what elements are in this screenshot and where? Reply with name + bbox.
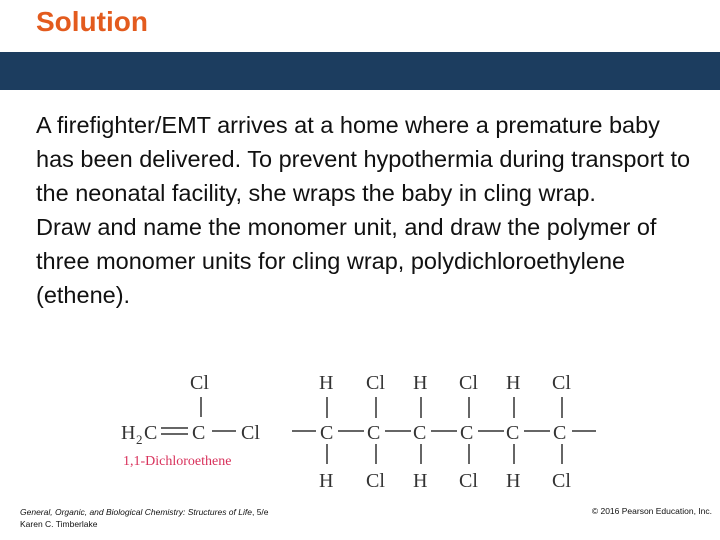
- monomer-right-cl: Cl: [241, 422, 260, 444]
- polymer-top-5: H: [506, 372, 521, 394]
- monomer-name: 1,1-Dichloroethene: [123, 454, 232, 469]
- monomer-top-cl: Cl: [190, 372, 209, 394]
- polymer-top-1: H: [319, 372, 334, 394]
- header-bar: [0, 52, 720, 90]
- polymer-bottom-bonds: [327, 444, 562, 464]
- footer-edition: , 5/e: [251, 507, 269, 517]
- polymer-bottom-4: Cl: [459, 470, 478, 492]
- polymer-bottom-3: H: [413, 470, 428, 492]
- footer-citation: [20, 506, 269, 530]
- polymer-bottom-2: Cl: [366, 470, 385, 492]
- monomer-h: H: [121, 422, 136, 444]
- monomer-structure: [121, 372, 260, 469]
- footer-book-title: General, Organic, and Biological Chemistry: Structures of Life: [20, 507, 252, 517]
- polymer-bottom-row: [319, 470, 571, 492]
- footer-copyright: © 2016 Pearson Education, Inc.: [591, 506, 712, 516]
- slide-body: [36, 108, 696, 312]
- polymer-top-2: Cl: [366, 372, 385, 394]
- polymer-backbone: [292, 422, 596, 444]
- paragraph-scenario: A firefighter/EMT arrives at a home where a premature baby has been delivered. To prevent hypothermia during transport to the neonatal facility, she wraps the baby in cling wrap.: [36, 112, 691, 206]
- polymer-bottom-6: Cl: [552, 470, 571, 492]
- paragraph-question: Draw and name the monomer unit, and draw the polymer of three monomer units for cling wrap, polydichloroethylene (ethene).: [36, 214, 657, 308]
- footer-author: Karen C. Timberlake: [20, 519, 98, 529]
- monomer-center-c: C: [192, 422, 206, 444]
- polymer-top-row: [319, 372, 571, 394]
- polymer-bottom-5: H: [506, 470, 521, 492]
- backbone-c-1: C: [320, 422, 334, 444]
- monomer-left-c: C: [144, 422, 158, 444]
- backbone-c-4: C: [460, 422, 474, 444]
- slide-title: Solution: [36, 6, 148, 37]
- polymer-top-6: Cl: [552, 372, 571, 394]
- monomer-h-subscript: 2: [136, 432, 143, 447]
- backbone-c-3: C: [413, 422, 427, 444]
- polymer-top-bonds: [327, 397, 562, 418]
- polymer-bottom-1: H: [319, 470, 334, 492]
- backbone-c-5: C: [506, 422, 520, 444]
- polymer-top-4: Cl: [459, 372, 478, 394]
- polymer-structure: [292, 372, 596, 492]
- polymer-top-3: H: [413, 372, 428, 394]
- chemical-structures: [0, 360, 720, 500]
- backbone-c-2: C: [367, 422, 381, 444]
- backbone-c-6: C: [553, 422, 567, 444]
